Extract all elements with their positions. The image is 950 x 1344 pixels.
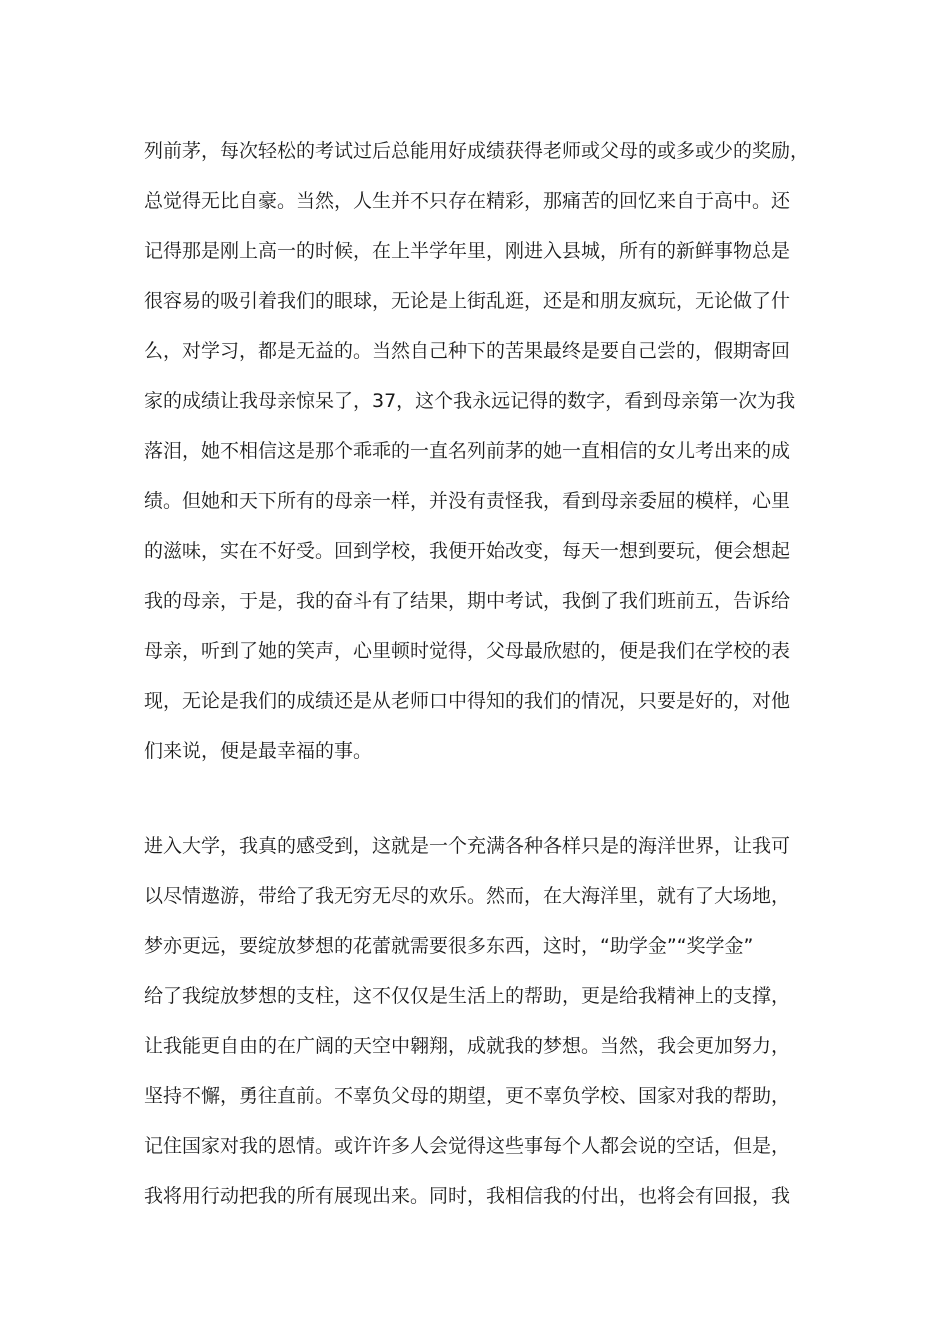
- text-line: 很容易的吸引着我们的眼球，无论是上街乱逛，还是和朋友疯玩，无论做了什: [144, 290, 791, 312]
- text-line: 总觉得无比自豪。当然，人生并不只存在精彩，那痛苦的回忆来自于高中。还: [144, 190, 791, 212]
- text-line: 母亲，听到了她的笑声，心里顿时觉得，父母最欣慰的，便是我们在学校的表: [144, 640, 791, 662]
- text-line: 让我能更自由的在广阔的天空中翱翔，成就我的梦想。当然，我会更加努力，: [144, 1035, 791, 1057]
- text-line: 记住国家对我的恩情。或许许多人会觉得这些事每个人都会说的空话，但是，: [144, 1135, 791, 1157]
- text-line: 进入大学，我真的感受到，这就是一个充满各种各样只是的海洋世界，让我可: [144, 835, 791, 857]
- text-line: 家的成绩让我母亲惊呆了，37，这个我永远记得的数字，看到母亲第一次为我: [144, 390, 796, 412]
- text-line: 列前茅，每次轻松的考试过后总能用好成绩获得老师或父母的或多或少的奖励，: [144, 140, 810, 162]
- text-line: 我的母亲，于是，我的奋斗有了结果，期中考试，我倒了我们班前五，告诉给: [144, 590, 791, 612]
- text-line: 么，对学习，都是无益的。当然自己种下的苦果最终是要自己尝的，假期寄回: [144, 340, 791, 362]
- text-line: 记得那是刚上高一的时候，在上半学年里，刚进入县城，所有的新鲜事物总是: [144, 240, 791, 262]
- text-line: 梦亦更远，要绽放梦想的花蕾就需要很多东西，这时，“助学金”“奖学金”: [144, 935, 754, 957]
- text-line: 现，无论是我们的成绩还是从老师口中得知的我们的情况，只要是好的，对他: [144, 690, 791, 712]
- text-line: 以尽情遨游，带给了我无穷无尽的欢乐。然而，在大海洋里，就有了大场地，: [144, 885, 791, 907]
- text-line: 给了我绽放梦想的支柱，这不仅仅是生活上的帮助，更是给我精神上的支撑，: [144, 985, 791, 1007]
- text-line: 绩。但她和天下所有的母亲一样，并没有责怪我，看到母亲委屈的模样，心里: [144, 490, 791, 512]
- text-line: 们来说，便是最幸福的事。: [144, 740, 373, 762]
- text-line: 落泪，她不相信这是那个乖乖的一直名列前茅的她一直相信的女儿考出来的成: [144, 440, 791, 462]
- text-line: 我将用行动把我的所有展现出来。同时，我相信我的付出，也将会有回报，我: [144, 1185, 791, 1207]
- text-line: 的滋味，实在不好受。回到学校，我便开始改变，每天一想到要玩，便会想起: [144, 540, 791, 562]
- text-line: 坚持不懈，勇往直前。不辜负父母的期望，更不辜负学校、国家对我的帮助，: [144, 1085, 791, 1107]
